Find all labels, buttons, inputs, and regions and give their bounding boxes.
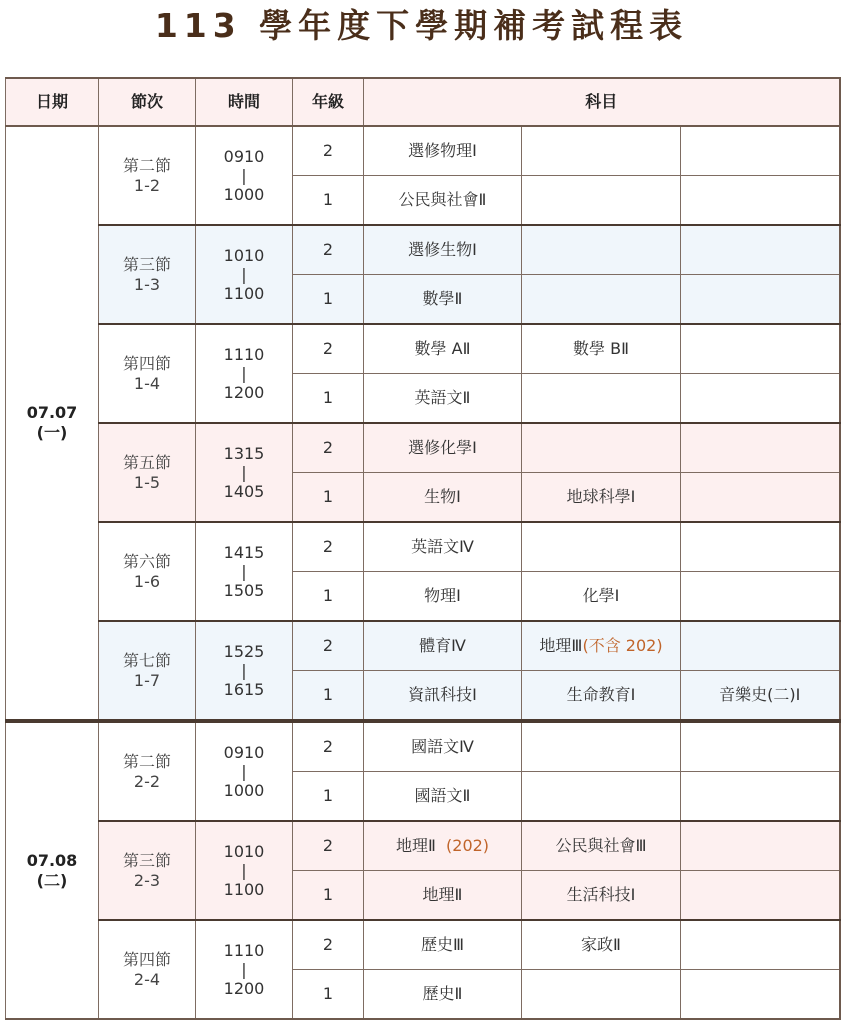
- subject-cell: [522, 374, 681, 424]
- grade-cell: 1: [293, 671, 364, 722]
- grade-cell: 1: [293, 871, 364, 921]
- date-text: 07.07: [26, 403, 78, 422]
- period-label: 第三節: [122, 850, 171, 870]
- time-start: 1110: [223, 344, 265, 364]
- time-separator: |: [241, 165, 247, 185]
- time-end: 1000: [223, 780, 265, 800]
- grade-cell: 2: [293, 920, 364, 970]
- page-title: 113 學年度下學期補考試程表: [154, 6, 689, 45]
- subject-cell: [681, 275, 840, 325]
- period-label: 第七節: [122, 650, 171, 670]
- table-row: [6, 621, 840, 671]
- grade-cell: 2: [293, 721, 364, 772]
- subject-text: 家政Ⅱ: [581, 935, 621, 954]
- time-cell: [196, 423, 293, 522]
- period-cell: [99, 721, 196, 821]
- subject-text: 地理Ⅱ: [395, 836, 436, 855]
- subject-cell: [681, 671, 840, 722]
- subject-cell: [681, 920, 840, 970]
- subject-text: 公民與社會Ⅱ: [398, 190, 487, 209]
- exam-schedule-table: [5, 77, 841, 1020]
- period-label: 第二節: [122, 751, 171, 771]
- subject-cell: [364, 970, 522, 1020]
- period-label: 第四節: [122, 949, 171, 969]
- period-code: 2-3: [133, 870, 161, 890]
- period-code: 1-4: [133, 373, 161, 393]
- period-code: 1-2: [133, 175, 161, 195]
- time-cell: [196, 920, 293, 1019]
- subject-cell: [522, 920, 681, 970]
- subject-cell: [522, 821, 681, 871]
- subject-text: 國語文Ⅳ: [411, 737, 474, 756]
- subject-cell: [364, 225, 522, 275]
- subject-cell: [681, 473, 840, 523]
- subject-cell: [681, 572, 840, 622]
- time-separator: |: [241, 462, 247, 482]
- subject-text: 國語文Ⅱ: [414, 786, 471, 805]
- time-start: 0910: [223, 146, 265, 166]
- grade-cell: 2: [293, 621, 364, 671]
- table-row: [6, 423, 840, 473]
- period-cell: [99, 126, 196, 225]
- grade-cell: 2: [293, 225, 364, 275]
- grade-cell: 1: [293, 275, 364, 325]
- period-code: 2-2: [133, 771, 161, 791]
- subject-cell: [522, 572, 681, 622]
- header-subject: 科目: [364, 78, 840, 126]
- subject-text: 地球科學Ⅰ: [566, 487, 636, 506]
- time-start: 1415: [223, 542, 265, 562]
- subject-cell: [522, 225, 681, 275]
- subject-text: 資訊科技Ⅰ: [408, 685, 477, 704]
- time-cell: [196, 225, 293, 324]
- grade-cell: 2: [293, 126, 364, 176]
- subject-text: 數學Ⅱ: [422, 289, 463, 308]
- weekday-text: (二): [36, 870, 68, 890]
- subject-text: 音樂史(二)Ⅰ: [719, 685, 801, 704]
- subject-cell: [364, 572, 522, 622]
- period-label: 第二節: [122, 155, 171, 175]
- time-cell: [196, 821, 293, 920]
- subject-cell: [522, 126, 681, 176]
- subject-cell: [681, 324, 840, 374]
- period-code: 1-3: [133, 274, 161, 294]
- time-separator: |: [241, 860, 247, 880]
- table-row: [6, 126, 840, 176]
- period-label: 第三節: [122, 254, 171, 274]
- time-start: 1315: [223, 443, 265, 463]
- time-separator: |: [241, 660, 247, 680]
- time-end: 1200: [223, 382, 265, 402]
- period-cell: [99, 324, 196, 423]
- header-grade: 年級: [293, 78, 364, 126]
- subject-cell: [364, 671, 522, 722]
- subject-cell: [364, 522, 522, 572]
- subject-cell: [522, 324, 681, 374]
- subject-cell: [364, 621, 522, 671]
- grade-cell: 2: [293, 324, 364, 374]
- subject-cell: [364, 423, 522, 473]
- subject-cell: [364, 721, 522, 772]
- table-row: [6, 324, 840, 374]
- time-end: 1405: [223, 481, 265, 501]
- subject-text: 選修生物Ⅰ: [408, 240, 477, 259]
- table-header-row: [6, 78, 840, 126]
- table-row: [6, 920, 840, 970]
- time-end: 1200: [223, 978, 265, 998]
- subject-cell: [364, 126, 522, 176]
- time-end: 1615: [223, 679, 265, 699]
- time-cell: [196, 621, 293, 721]
- grade-cell: 2: [293, 821, 364, 871]
- subject-cell: [522, 621, 681, 671]
- grade-cell: 1: [293, 772, 364, 822]
- time-separator: |: [241, 264, 247, 284]
- subject-cell: [364, 920, 522, 970]
- subject-text: 歷史Ⅲ: [420, 935, 465, 954]
- subject-cell: [681, 970, 840, 1020]
- subject-cell: [364, 821, 522, 871]
- table-row: [6, 821, 840, 871]
- subject-cell: [681, 423, 840, 473]
- period-code: 1-7: [133, 670, 161, 690]
- subject-text: 生物Ⅰ: [424, 487, 461, 506]
- time-start: 1010: [223, 245, 265, 265]
- time-end: 1100: [223, 283, 265, 303]
- header-date: 日期: [6, 78, 99, 126]
- time-cell: [196, 721, 293, 821]
- period-label: 第四節: [122, 353, 171, 373]
- grade-cell: 1: [293, 374, 364, 424]
- subject-cell: [681, 522, 840, 572]
- time-separator: |: [241, 363, 247, 383]
- subject-text: 生活科技Ⅰ: [566, 885, 636, 904]
- time-end: 1100: [223, 879, 265, 899]
- period-cell: [99, 621, 196, 721]
- subject-cell: [681, 871, 840, 921]
- subject-text: 數學 BⅡ: [573, 339, 629, 358]
- subject-cell: [522, 970, 681, 1020]
- subject-cell: [681, 225, 840, 275]
- subject-cell: [681, 126, 840, 176]
- subject-cell: [522, 871, 681, 921]
- subject-text: 地理Ⅱ: [422, 885, 463, 904]
- period-code: 1-6: [133, 571, 161, 591]
- subject-cell: [522, 423, 681, 473]
- weekday-text: (一): [36, 423, 68, 442]
- time-end: 1000: [223, 184, 265, 204]
- subject-text: 地理Ⅲ: [539, 636, 583, 655]
- period-cell: [99, 920, 196, 1019]
- subject-cell: [364, 275, 522, 325]
- subject-cell: [364, 324, 522, 374]
- period-label: 第六節: [122, 551, 171, 571]
- subject-cell: [364, 176, 522, 226]
- subject-cell: [681, 821, 840, 871]
- header-time: 時間: [196, 78, 293, 126]
- table-row: [6, 721, 840, 772]
- subject-cell: [681, 176, 840, 226]
- time-start: 1525: [223, 641, 265, 661]
- subject-cell: [681, 721, 840, 772]
- time-start: 0910: [223, 742, 265, 762]
- period-cell: [99, 821, 196, 920]
- date-cell: [6, 721, 99, 1019]
- subject-cell: [681, 374, 840, 424]
- period-code: 2-4: [133, 969, 161, 989]
- table-row: [6, 522, 840, 572]
- subject-text: 數學 AⅡ: [414, 339, 471, 358]
- subject-cell: [522, 772, 681, 822]
- period-code: 1-5: [133, 472, 161, 492]
- period-label: 第五節: [122, 452, 171, 472]
- subject-text: 選修物理Ⅰ: [408, 141, 477, 160]
- subject-cell: [364, 772, 522, 822]
- grade-cell: 1: [293, 473, 364, 523]
- subject-cell: [522, 473, 681, 523]
- time-start: 1010: [223, 841, 265, 861]
- time-cell: [196, 522, 293, 621]
- date-text: 07.08: [26, 850, 78, 870]
- subject-text: 生命教育Ⅰ: [566, 685, 636, 704]
- time-end: 1505: [223, 580, 265, 600]
- subject-cell: [364, 473, 522, 523]
- subject-cell: [522, 176, 681, 226]
- time-separator: |: [241, 761, 247, 781]
- subject-cell: [364, 871, 522, 921]
- subject-text: 英語文Ⅳ: [411, 537, 474, 556]
- subject-cell: [522, 522, 681, 572]
- subject-cell: [681, 772, 840, 822]
- time-separator: |: [241, 959, 247, 979]
- subject-text: 體育Ⅳ: [419, 636, 466, 655]
- header-period: 節次: [99, 78, 196, 126]
- grade-cell: 2: [293, 423, 364, 473]
- subject-text: 化學Ⅰ: [582, 586, 620, 605]
- subject-text: 物理Ⅰ: [424, 586, 461, 605]
- subject-cell: [364, 374, 522, 424]
- subject-text: 英語文Ⅱ: [414, 388, 471, 407]
- subject-cell: [522, 721, 681, 772]
- subject-text: 選修化學Ⅰ: [408, 438, 477, 457]
- period-cell: [99, 225, 196, 324]
- date-cell: [6, 126, 99, 721]
- grade-cell: 2: [293, 522, 364, 572]
- grade-cell: 1: [293, 176, 364, 226]
- time-cell: [196, 324, 293, 423]
- subject-note: (202): [446, 836, 490, 855]
- period-cell: [99, 423, 196, 522]
- grade-cell: 1: [293, 572, 364, 622]
- grade-cell: 1: [293, 970, 364, 1020]
- table-row: [6, 225, 840, 275]
- subject-text: 歷史Ⅱ: [422, 984, 463, 1003]
- period-cell: [99, 522, 196, 621]
- subject-cell: [681, 621, 840, 671]
- subject-text: 公民與社會Ⅲ: [555, 836, 647, 855]
- subject-cell: [522, 671, 681, 722]
- time-cell: [196, 126, 293, 225]
- subject-note: (不含 202): [582, 636, 663, 655]
- time-start: 1110: [223, 940, 265, 960]
- time-separator: |: [241, 561, 247, 581]
- subject-cell: [522, 275, 681, 325]
